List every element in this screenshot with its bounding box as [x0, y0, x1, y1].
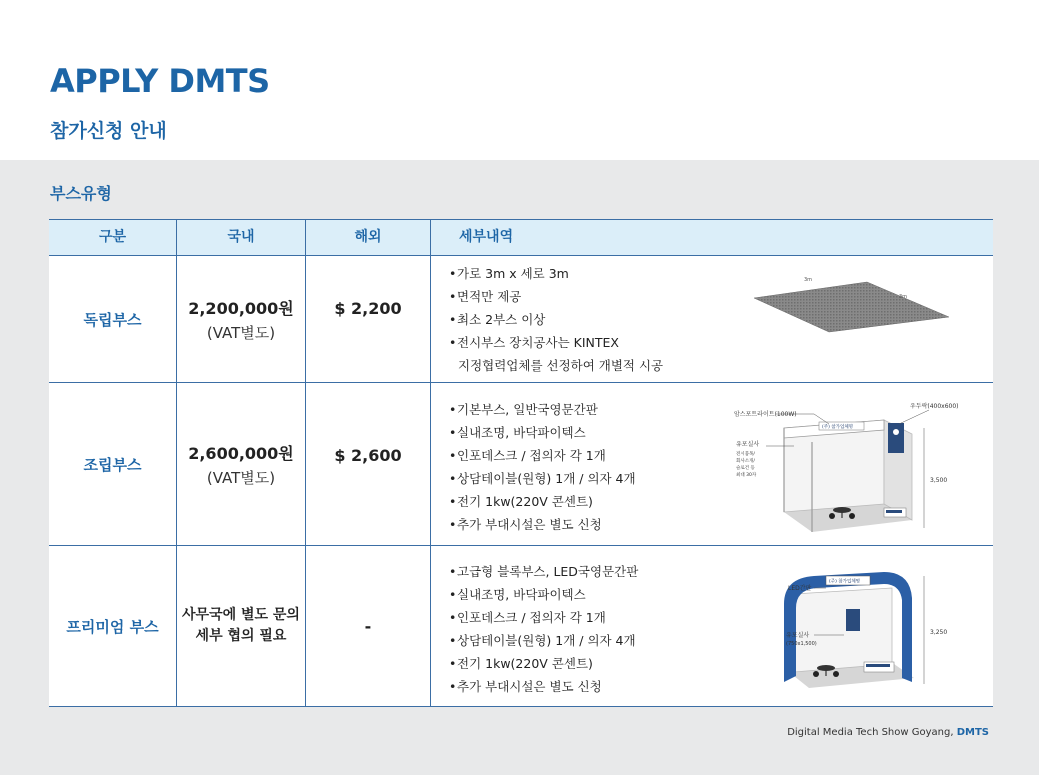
list-item: •상담테이블(원형) 1개 / 의자 4개: [449, 633, 636, 648]
list-item: •실내조명, 바닥파이텍스: [449, 587, 586, 602]
footer-brand: DMTS: [956, 727, 989, 738]
list-item: •전기 1kw(220V 콘센트): [449, 656, 593, 671]
overseas-price: $ 2,200: [334, 298, 402, 318]
wall-print-label: 유포실사: [736, 441, 760, 448]
overseas-price-cell: [306, 256, 430, 360]
domestic-price-cell: [177, 256, 305, 382]
domestic-price-cell: [177, 546, 305, 706]
footer-text: Digital Media Tech Show Goyang,: [787, 727, 954, 738]
table-row-type: [49, 256, 176, 382]
booth-type-label: 독립부스: [83, 310, 142, 329]
table-row-type: [49, 546, 176, 706]
booth-details-list: [449, 398, 636, 536]
inquiry-note: 사무국에 별도 문의: [182, 607, 300, 623]
page-title: APPLY DMTS: [50, 62, 270, 100]
table-header: [49, 220, 993, 256]
booth-type-label: 조립부스: [83, 455, 142, 474]
wall-print-detail: 최대 30자: [736, 473, 757, 478]
list-item: •전시부스 장치공사는 KINTEX: [449, 335, 619, 350]
booth-details-list: [449, 262, 663, 377]
list-item: 지정협력업체를 선정하여 개별적 시공: [458, 358, 664, 373]
list-item: •인포데스크 / 접의자 각 1개: [449, 448, 606, 463]
overseas-price-cell: [306, 383, 430, 527]
column-header-details: 세부내역: [459, 229, 514, 245]
booth-details-list: [449, 560, 638, 698]
column-header-overseas: 해외: [354, 229, 382, 245]
wall-print-detail: 회사소개/: [736, 459, 755, 464]
height-label: 3,250: [930, 629, 948, 636]
list-item: •가로 3m x 세로 3m: [449, 266, 569, 281]
list-item: •상담테이블(원형) 1개 / 의자 4개: [449, 471, 636, 486]
space-only-booth-image: [749, 272, 959, 342]
spotlight-label: 암스포트라이트(100W): [734, 411, 797, 418]
width-label: 3m: [804, 277, 813, 283]
wall-print-size: (750x1,500): [786, 641, 817, 647]
domestic-price: 2,200,000원: [188, 298, 294, 318]
inquiry-note: 세부 협의 필요: [195, 628, 287, 644]
page-header: [0, 0, 1039, 160]
vat-note: (VAT별도): [206, 323, 276, 342]
booth-sign-text: (주) 참가업체명: [829, 579, 861, 585]
overseas-price: $ 2,600: [334, 445, 402, 465]
page-footer: [787, 727, 989, 738]
page-subtitle: 참가신청 안내: [50, 120, 167, 142]
table-row-type: [49, 383, 176, 545]
column-header-domestic: 국내: [227, 229, 255, 245]
list-item: •인포데스크 / 접의자 각 1개: [449, 610, 606, 625]
depth-label: 3m: [899, 294, 908, 300]
overseas-price: -: [364, 616, 372, 636]
height-label: 3,500: [930, 477, 948, 484]
list-item: •추가 부대시설은 별도 신청: [449, 679, 602, 694]
vat-note: (VAT별도): [206, 468, 276, 487]
wall-print-detail: 슬로건 등: [736, 466, 755, 471]
column-divider: [430, 220, 431, 706]
shell-scheme-booth-image: [734, 400, 964, 540]
list-item: •전기 1kw(220V 콘센트): [449, 494, 593, 509]
list-item: •실내조명, 바닥파이텍스: [449, 425, 586, 440]
wall-print-label: 유포실사: [786, 632, 810, 639]
list-item: •최소 2부스 이상: [449, 312, 546, 327]
booth-type-label: 프리미엄 부스: [66, 617, 159, 636]
led-sign-label: LED간판: [788, 585, 812, 592]
column-header-type: 구분: [98, 229, 127, 245]
booth-sign-text: (주) 참가업체명: [822, 425, 854, 430]
domestic-price: 2,600,000원: [188, 443, 294, 463]
section-label: 부스유형: [50, 184, 112, 203]
list-item: •기본부스, 일반국영문간판: [449, 402, 598, 417]
list-item: •추가 부대시설은 별도 신청: [449, 517, 602, 532]
domestic-price-cell: [177, 383, 305, 545]
list-item: •면적만 제공: [449, 289, 522, 304]
overseas-price-cell: [306, 546, 430, 706]
list-item: •고급형 블록부스, LED국영문간판: [449, 564, 639, 579]
booth-table: [49, 219, 993, 707]
shelf-label: 우두락(400x600): [910, 403, 959, 410]
wall-print-detail: 전시품목/: [736, 452, 755, 457]
premium-booth-image: [734, 564, 964, 694]
